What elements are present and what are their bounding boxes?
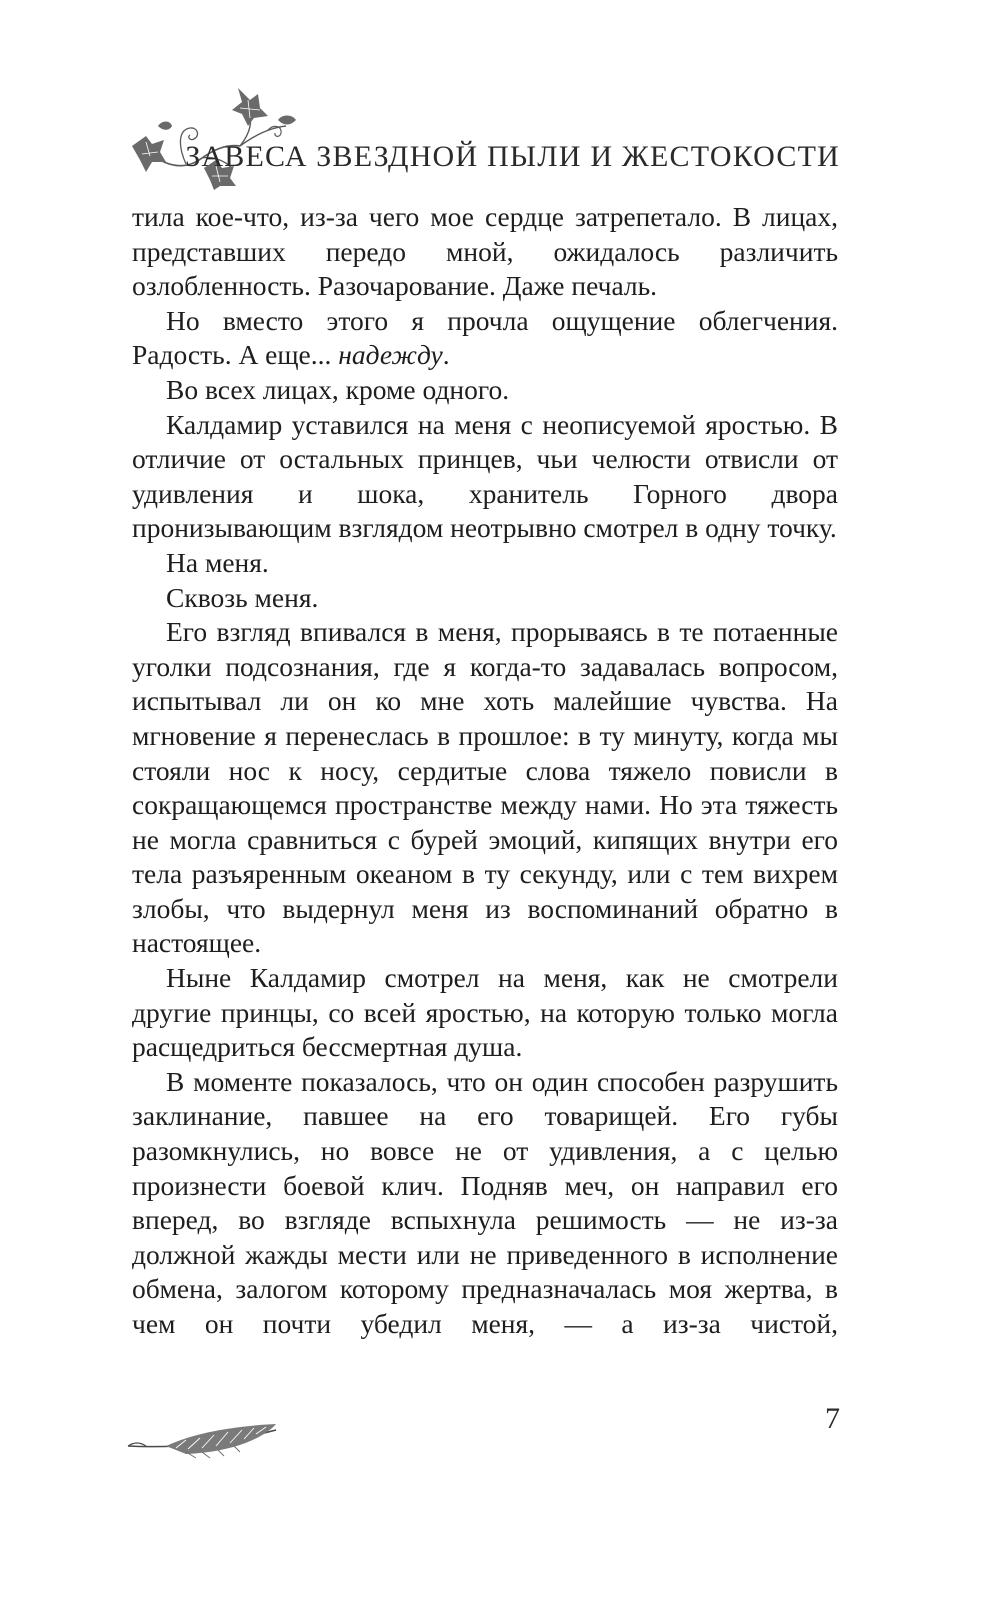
- running-title: ЗАВЕСА ЗВЕЗДНОЙ ПЫЛИ И ЖЕСТОКОСТИ: [185, 140, 840, 173]
- paragraph: Его взгляд впивался в меня, прорываясь в те потаенные уголки подсознания, где я когда-то задавалась вопросом, испытывал ли он ко мне хоть малейшие чувства. На мгновение я перенеслась в прошлое: в ту минуту, когда мы стояли нос к носу, сердитые слова тяжело повисли в сокращающемся пространстве между нами. Но эта тяжесть не могла сравниться с бурей эмоций, кипящих внутри его тела разъяренным океаном в ту секунду, или с тем вихрем злобы, что выдернул меня из воспоминаний обратно в настоящее.: [132, 616, 838, 959]
- emphasized-word: надежду: [338, 339, 443, 371]
- paragraph: Сквозь меня.: [166, 581, 319, 613]
- paragraph: тила кое-что, из-за чего мое сердце затрепетало. В лицах, представших передо мной, ожидалось различить озлобленность. Разочарование. Даже печаль.: [132, 201, 838, 302]
- paragraph: Ныне Калдамир смотрел на меня, как не смотрели другие принцы, со всей яростью, на которую только могла расщедриться бессмертная душа.: [132, 962, 838, 1063]
- paragraph: В моменте показалось, что он один способен разрушить заклинание, павшее на его товарищей. Его губы разомкнулись, но вовсе не от удивления, а с целью произнести боевой клич. Подняв меч, он направил его вперед, во взгляде вспыхнула решимость — не из-за должной жажды мести или не приведенного в исполнение обмена, залогом которому предназначалась моя жертва, в чем он почти убедил меня, — а из-за чистой,: [132, 1065, 838, 1339]
- paragraph: [132, 304, 838, 373]
- paragraph: Калдамир уставился на меня с неописуемой яростью. В отличие от остальных принцев, чьи челюсти отвисли от удивления и шока, хранитель Горного двора пронизывающим взглядом неотрывно смотрел в одну точку.: [132, 408, 838, 544]
- page-number: 7: [825, 1402, 840, 1435]
- page-header: [0, 0, 1000, 200]
- paragraph: Во всех лицах, кроме одного.: [166, 373, 510, 405]
- paragraph: На меня.: [166, 546, 269, 578]
- paragraph-text: Но вместо этого я прочла ощущение облегчения. Радость. А еще...: [132, 304, 838, 371]
- feather-ornament: [126, 1422, 282, 1462]
- book-text: [132, 200, 838, 1342]
- paragraph-end: .: [442, 339, 450, 371]
- ivy-vine-ornament: [128, 86, 298, 190]
